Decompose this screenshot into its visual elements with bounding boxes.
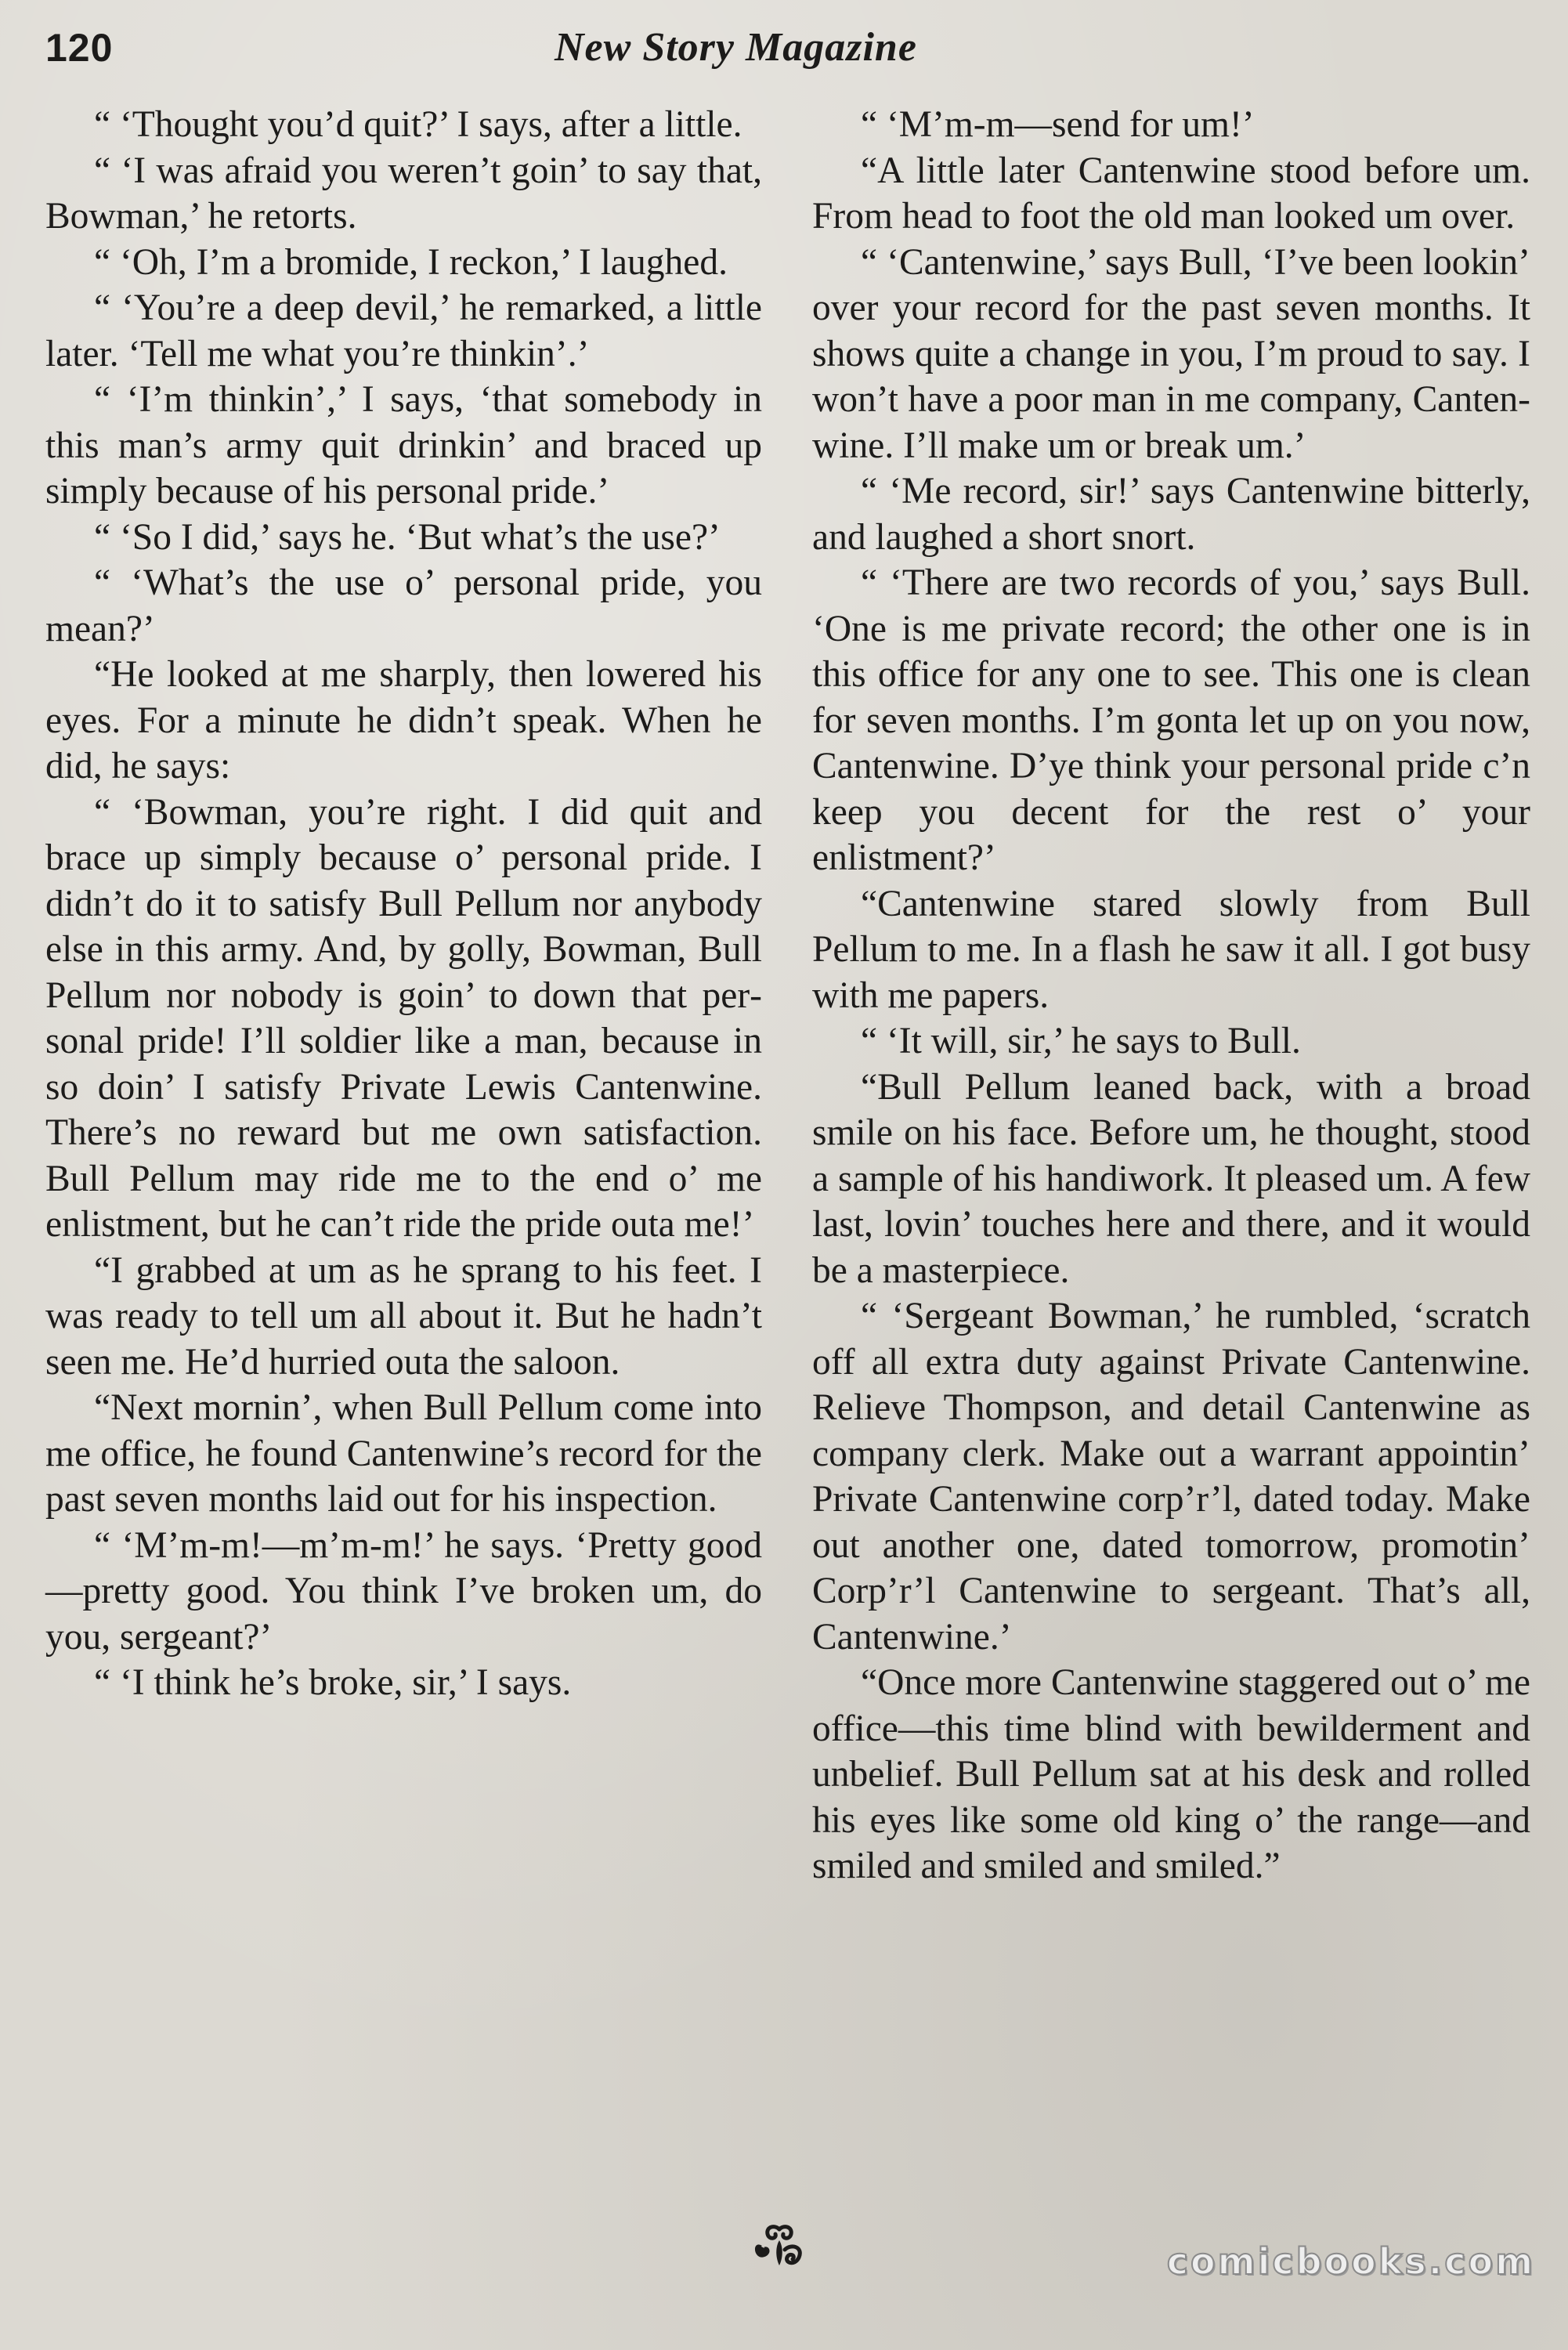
paragraph: “ ‘It will, sir,’ he says to Bull. [861,1021,1301,1061]
right-column [812,102,1530,1889]
paragraph: “Bull Pellum leaned back, with a broad smile on his face. Before um, he thought, stood a sample of his handiwork. It pleased um. A few last, lovin’ touches here and there, and it would be a masterpiece. [812,1066,1530,1291]
paragraph: “ ‘There are two records of you,’ says Bull. ‘One is me private record; the other one is in this office for any one to see. This one is clean for seven months. I’m gonta let up on you now, Cantenwine. D’ye think your personal pride c’n keep you decent for the rest o’ your enlistment?’ [812,562,1530,878]
paragraph: “He looked at me sharply, then lowered his eyes. For a minute he didn’t speak. When he did, he says: [45,654,762,786]
paragraph: “Cantenwine stared slowly from Bull Pellum to me. In a flash he saw it all. I got busy with me papers. [812,883,1530,1016]
paragraph: “Once more Cantenwine staggered out o’ me office—this time blind with bewilderment and unbelief. Bull Pellum sat at his desk and rolled his eyes like some old king o’ the range—and smiled and smiled and smiled.” [812,1662,1530,1886]
paragraph: “ ‘I think he’s broke, sir,’ I says. [94,1662,572,1703]
paragraph: “Next mornin’, when Bull Pellum come into me office, he found Cantenwine’s record for the past seven months laid out for his inspection. [45,1387,762,1520]
paragraph: “ ‘What’s the use o’ personal pride, you mean?’ [45,562,762,649]
paragraph: “ ‘Cantenwine,’ says Bull, ‘I’ve been lookin’ over your record for the past seven months. It shows quite a change in you, I’m proud to say. I won’t have a poor man in me company, Cantenwine. I’ll make um or break um.’ [812,241,1530,466]
paragraph: “ ‘Me record, sir!’ says Cantenwine bitterly, and laughed a short snort. [812,471,1530,558]
paragraph: “ ‘Thought you’d quit?’ I says, after a little. [94,104,742,145]
paragraph: “ ‘I was afraid you weren’t goin’ to say that, Bowman,’ he retorts. [45,150,762,237]
paragraph: “I grabbed at um as he sprang to his feet. I was ready to tell um all about it. But he hadn’t seen me. He’d hurried outa the saloon. [45,1249,762,1383]
paragraph: “ ‘Bowman, you’re right. I did quit and brace up simply because o’ personal pride. I didn’t do it to satisfy Bull Pellum nor anybody else in this army. And, by golly, Bowman, Bull Pellum nor nobody is goin’ to down that personal pride! I’ll soldier like a man, because in so doin’ I satisfy Private Lewis Cantenwine. There’s no reward but me own satisfaction. Bull Pellum may ride me to the end o’ me enlistment, but he can’t ride the pride outa me!’ [45,791,762,1245]
page-header [45,20,1521,75]
paragraph: “ ‘So I did,’ says he. ‘But what’s the use?’ [94,516,721,558]
paragraph: “ ‘Oh, I’m a bromide, I reckon,’ I laughed. [94,241,728,283]
watermark: comicbooks.com [1166,2240,1535,2283]
paragraph: “ ‘You’re a deep devil,’ he remarked, a little later. ‘Tell me what you’re thinkin’.’ [45,287,762,374]
magazine-title: New Story Magazine [555,25,917,70]
fleuron-ornament-icon [752,2223,807,2270]
page-number: 120 [45,26,114,70]
paragraph: “ ‘M’m-m—send for um!’ [861,104,1255,145]
left-column [45,102,762,1706]
paragraph: “ ‘Sergeant Bowman,’ he rumbled, ‘scratch off all extra duty against Private Cantenwine. Relieve Thompson, and detail Cantenwine as company clerk. Make out a warrant appointin’ Private Cantenwine corp’r’l, dated today. Make out another one, dated tomorrow, promotin’ Corp’r’l Cantenwine to sergeant. That’s all, Cantenwine.’ [812,1296,1530,1658]
paragraph: “ ‘I’m thinkin’,’ I says, ‘that somebody in this man’s army quit drinkin’ and braced up simply because of his personal pride.’ [45,379,762,512]
paragraph: “ ‘M’m-m!—m’m-m!’ he says. ‘Pretty good—pretty good. You think I’ve broken um, do you, sergeant?’ [45,1524,762,1658]
paragraph: “A little later Cantenwine stood before um. From head to foot the old man looked um over. [812,150,1530,237]
